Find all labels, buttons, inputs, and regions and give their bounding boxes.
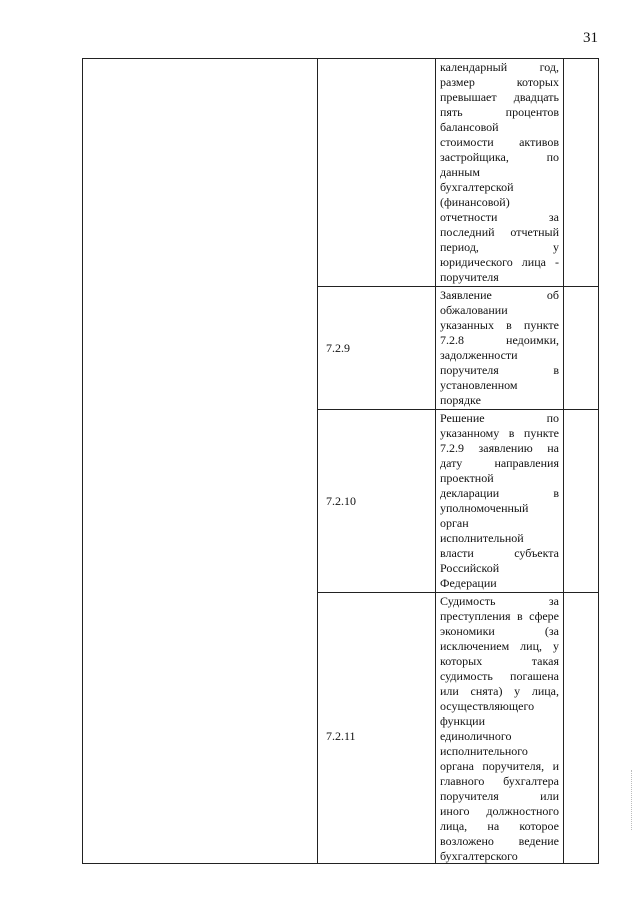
- description-line: размер которых: [440, 75, 559, 89]
- description-line: бухгалтерского: [440, 849, 518, 863]
- description-line: или снята) у лица,: [440, 684, 559, 698]
- description-line: экономики (за: [440, 624, 559, 638]
- description-line: исполнительного: [440, 744, 528, 758]
- description-line: последний отчетный: [440, 225, 559, 239]
- description-line: лица, на которое: [440, 819, 559, 833]
- description-line: судимость погашена: [440, 669, 559, 683]
- description-line: исключением лиц, у: [440, 639, 559, 653]
- description-line: задолженности: [440, 348, 518, 362]
- description-line: (финансовой): [440, 195, 510, 209]
- description-line: бухгалтерской: [440, 180, 514, 194]
- description-line: Судимость за: [440, 594, 559, 608]
- description-line: стоимости активов: [440, 135, 559, 149]
- value-cell: [564, 410, 599, 593]
- description-line: возложено ведение: [440, 834, 559, 848]
- item-description: [436, 287, 564, 410]
- description-line: указанному в пункте: [440, 426, 559, 440]
- page-bottom-margin: [82, 864, 600, 905]
- description-line: орган: [440, 516, 469, 530]
- item-number: 7.2.9: [318, 287, 436, 410]
- item-number: [318, 59, 436, 287]
- description-line: данным: [440, 165, 480, 179]
- description-line: юридического лица -: [440, 255, 559, 269]
- value-cell: [564, 59, 599, 287]
- description-line: пять процентов: [440, 105, 559, 119]
- item-number: 7.2.10: [318, 410, 436, 593]
- description-line: органа поручителя, и: [440, 759, 559, 773]
- description-line: поручителя в: [440, 363, 559, 377]
- item-description: [436, 59, 564, 287]
- description-line: отчетности за: [440, 210, 559, 224]
- page-number: 31: [583, 30, 598, 46]
- table-row: [83, 59, 599, 287]
- description-line: Заявление об: [440, 288, 559, 302]
- description-line: Российской: [440, 561, 500, 575]
- description-line: осуществляющего: [440, 699, 535, 713]
- item-number: 7.2.11: [318, 593, 436, 881]
- value-cell: [564, 287, 599, 410]
- description-line: главного бухгалтера: [440, 774, 559, 788]
- description-line: уполномоченный: [440, 501, 529, 515]
- description-line: преступления в сфере: [440, 609, 559, 623]
- description-line: функции: [440, 714, 485, 728]
- description-line: единоличного: [440, 729, 512, 743]
- description-line: балансовой: [440, 120, 499, 134]
- description-line: исполнительной: [440, 531, 524, 545]
- description-line: порядке: [440, 393, 481, 407]
- description-line: Решение по: [440, 411, 559, 425]
- description-line: проектной: [440, 471, 494, 485]
- description-line: власти субъекта: [440, 546, 559, 560]
- description-line: поручителя или: [440, 789, 559, 803]
- description-line: застройщика, по: [440, 150, 559, 164]
- description-line: декларации в: [440, 486, 559, 500]
- merged-left-cell: [83, 59, 318, 881]
- item-description: [436, 410, 564, 593]
- description-line: указанных в пункте: [440, 318, 559, 332]
- description-line: 7.2.8 недоимки,: [440, 333, 559, 347]
- description-line: Федерации: [440, 576, 497, 590]
- item-description: [436, 593, 564, 881]
- value-cell: [564, 593, 599, 881]
- description-line: период, у: [440, 240, 559, 254]
- requirements-table: [82, 58, 599, 881]
- description-line: поручителя: [440, 270, 499, 284]
- table-bottom-border: [82, 863, 599, 864]
- description-line: обжаловании: [440, 303, 508, 317]
- scan-artifact: [631, 770, 634, 830]
- description-line: дату направления: [440, 456, 559, 470]
- description-line: иного должностного: [440, 804, 559, 818]
- description-line: 7.2.9 заявлению на: [440, 441, 559, 455]
- description-line: установленном: [440, 378, 518, 392]
- description-line: которых такая: [440, 654, 559, 668]
- description-line: календарный год,: [440, 60, 559, 74]
- description-line: превышает двадцать: [440, 90, 559, 104]
